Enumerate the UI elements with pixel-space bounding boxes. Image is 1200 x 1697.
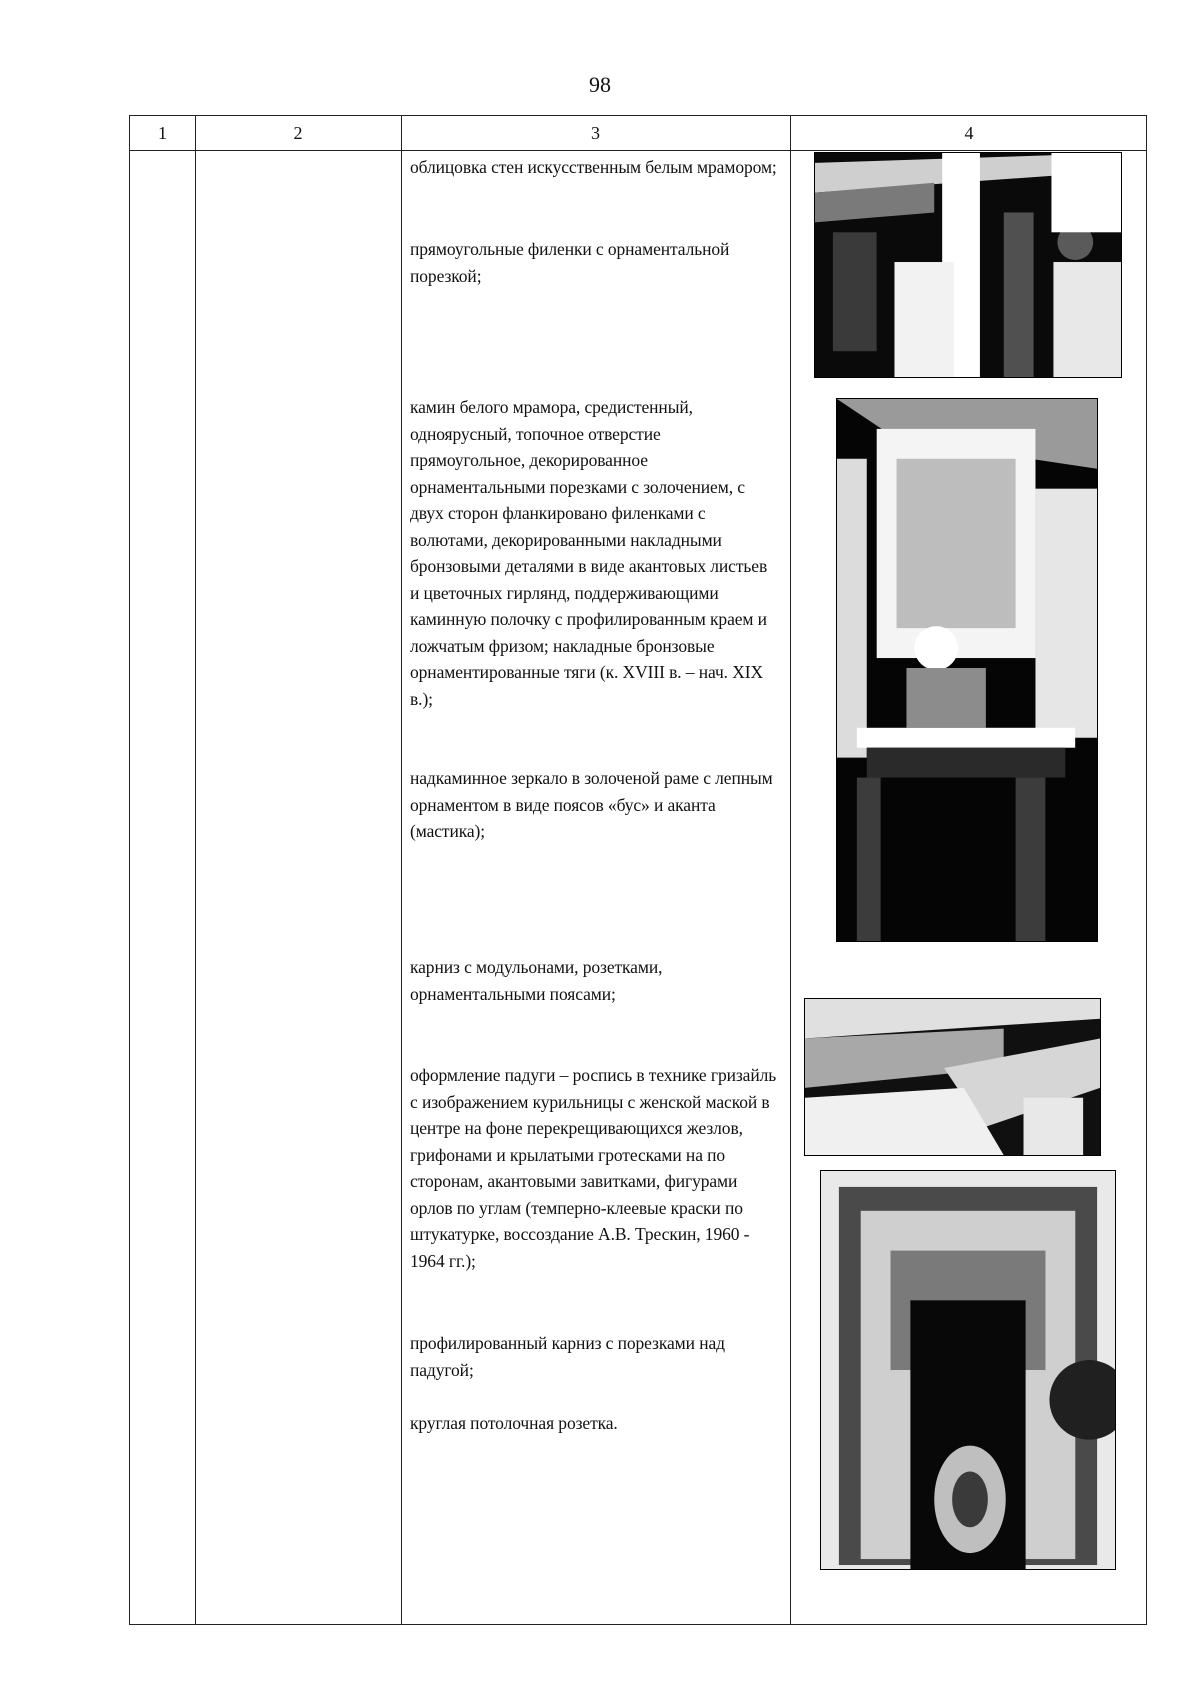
page-number: 98	[589, 72, 611, 97]
desc-paduga-painting: оформление падуги – роспись в технике гризайль с изображением курильницы с женской маской в центре на фоне перекрещивающихся жезлов, грифонами и крылатыми гротесками на по сторонам, акантовыми завитками, фигурами орлов по углам (темперно-клеевые краски по штукатурке, воссоздание А.В. Трескин, 1960 - 1964 гг.);	[410, 1065, 777, 1271]
column-header-1: 1	[158, 123, 167, 143]
desc-ceiling-rosette: круглая потолочная розетка.	[410, 1413, 618, 1433]
photo-cornice	[804, 998, 1101, 1156]
desc-panels: прямоугольные филенки с орнаментальной порезкой;	[410, 239, 730, 286]
photo-fireplace	[836, 398, 1098, 942]
desc-wall-cladding: облицовка стен искусственным белым мрамором;	[410, 157, 777, 177]
column-divider	[401, 116, 402, 1624]
photo-paduga-ceiling	[820, 1170, 1116, 1570]
column-header-2: 2	[293, 123, 303, 143]
desc-mirror: надкаминное зеркало в золоченой раме с лепным орнаментом в виде поясов «бус» и аканта (мастика);	[410, 768, 773, 841]
desc-cornice: карниз с модульонами, розетками, орнаментальными поясами;	[410, 957, 663, 1004]
header-divider	[130, 150, 1146, 151]
photo-wall-panels	[814, 152, 1122, 378]
column-divider	[790, 116, 791, 1624]
desc-fireplace: камин белого мрамора, средистенный, одноярусный, топочное отверстие прямоугольное, декорированное орнаментальными порезками с золочением, с двух сторон фланкировано филенками с волютами, декорированными накладными бронзовыми деталями в виде акантовых листьев и цветочных гирлянд, поддерживающими каминную полочку с профилированным краем и ложчатым фризом; накладные бронзовые орнаментированные тяги (к. XVIII в. – нач. XIX в.);	[410, 397, 768, 709]
column-header-3: 3	[591, 123, 600, 143]
column-divider	[195, 116, 196, 1624]
desc-profiled-cornice: профилированный карниз с порезками над падугой;	[410, 1333, 725, 1380]
column-header-4: 4	[964, 123, 974, 143]
